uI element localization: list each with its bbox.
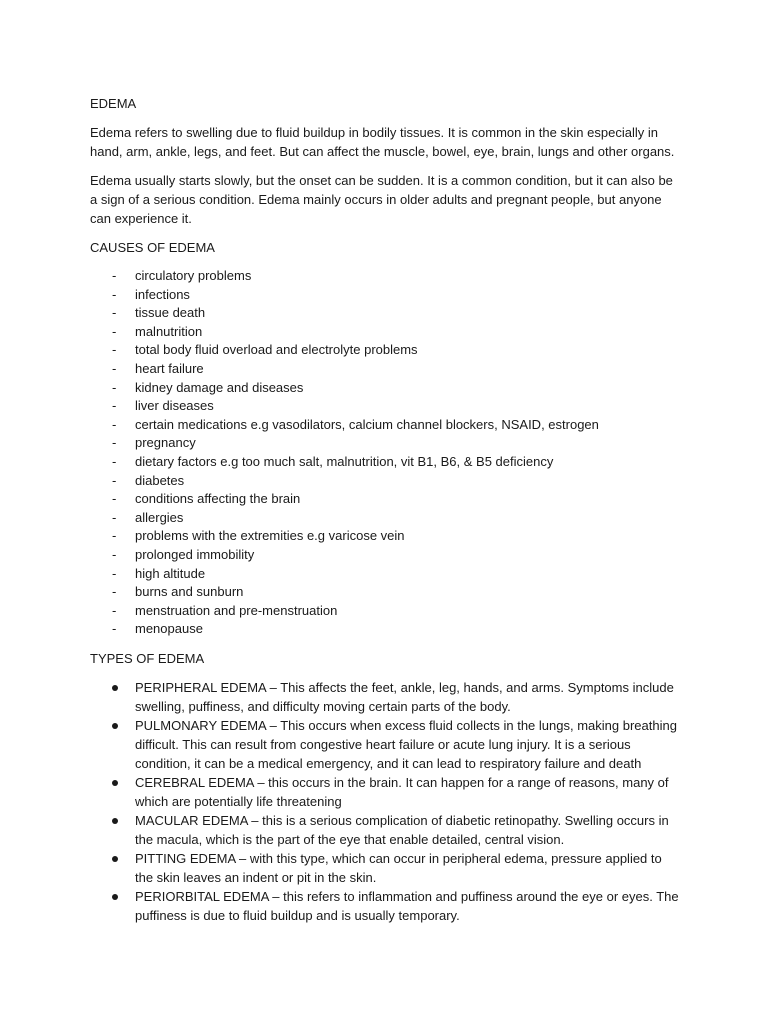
- cause-text: liver diseases: [135, 398, 214, 414]
- cause-list-item: [90, 490, 680, 509]
- type-list-item: [90, 811, 680, 849]
- dash-bullet-icon: -: [112, 491, 117, 507]
- type-text: CEREBRAL EDEMA – this occurs in the brain. It can happen for a range of reasons, many of which are potentially life threatening: [135, 774, 669, 809]
- type-text: MACULAR EDEMA – this is a serious complication of diabetic retinopathy. Swelling occurs in the macula, which is the part of the eye that enable detailed, central vision.: [135, 812, 669, 847]
- type-text: PITTING EDEMA – with this type, which can occur in peripheral edema, pressure applied to the skin leaves an indent or pit in the skin.: [135, 850, 662, 885]
- dash-bullet-icon: -: [112, 416, 117, 432]
- type-text: PULMONARY EDEMA – This occurs when excess fluid collects in the lungs, making breathing difficult. This can result from congestive heart failure or acute lung injury. It is a serious condition, it can be a medical emergency, and it can lead to respiratory failure and death: [135, 717, 677, 771]
- dash-bullet-icon: -: [112, 323, 117, 339]
- cause-text: menopause: [135, 621, 203, 637]
- cause-text: prolonged immobility: [135, 546, 255, 562]
- dash-bullet-icon: -: [112, 268, 117, 283]
- cause-list-item: [90, 565, 680, 584]
- dash-bullet-icon: -: [112, 621, 117, 637]
- dash-bullet-icon: -: [112, 453, 117, 469]
- dash-bullet-icon: -: [112, 342, 117, 358]
- dash-bullet-icon: -: [112, 509, 117, 525]
- type-text: PERIPHERAL EDEMA – This affects the feet, ankle, leg, hands, and arms. Symptoms include swelling, puffiness, and difficulty moving certain parts of the body.: [135, 679, 674, 714]
- bullet-icon: [112, 723, 118, 729]
- cause-list-item: [90, 546, 680, 565]
- bullet-icon: [112, 856, 118, 862]
- cause-text: malnutrition: [135, 323, 203, 339]
- cause-list-item: [90, 620, 680, 639]
- cause-list-item: [90, 267, 680, 286]
- types-heading: TYPES OF EDEMA: [90, 650, 205, 666]
- cause-list-item: [90, 397, 680, 416]
- cause-list-item: [90, 453, 680, 472]
- cause-list-item: [90, 379, 680, 398]
- cause-text: dietary factors e.g too much salt, malnutrition, vit B1, B6, & B5 deficiency: [135, 453, 554, 469]
- cause-list-item: [90, 509, 680, 528]
- bullet-icon: [112, 818, 118, 824]
- document-title: EDEMA: [90, 96, 137, 111]
- cause-text: kidney damage and diseases: [135, 379, 304, 395]
- cause-text: heart failure: [135, 360, 204, 376]
- type-list-item: [90, 716, 680, 773]
- dash-bullet-icon: -: [112, 360, 117, 376]
- types-list: [90, 678, 680, 925]
- cause-text: circulatory problems: [135, 268, 252, 283]
- dash-bullet-icon: -: [112, 546, 117, 562]
- dash-bullet-icon: -: [112, 584, 117, 600]
- cause-text: high altitude: [135, 565, 206, 581]
- dash-bullet-icon: -: [112, 379, 117, 395]
- cause-text: burns and sunburn: [135, 584, 244, 600]
- causes-heading: CAUSES OF EDEMA: [90, 240, 215, 255]
- cause-list-item: [90, 602, 680, 621]
- dash-bullet-icon: -: [112, 305, 117, 321]
- cause-list-item: [90, 416, 680, 435]
- intro-paragraph: Edema usually starts slowly, but the onset can be sudden. It is a common condition, but it can also be a sign of a serious condition. Edema mainly occurs in older adults and pregnant people, but anyone can experience it.: [90, 173, 673, 226]
- bullet-icon: [112, 894, 118, 900]
- dash-bullet-icon: -: [112, 528, 117, 544]
- type-list-item: [90, 849, 680, 887]
- cause-text: infections: [135, 286, 190, 302]
- document-page: [90, 94, 680, 925]
- cause-text: diabetes: [135, 472, 185, 488]
- bullet-icon: [112, 780, 118, 786]
- cause-text: problems with the extremities e.g varicose vein: [135, 528, 405, 544]
- type-list-item: [90, 678, 680, 716]
- cause-text: tissue death: [135, 305, 206, 321]
- dash-bullet-icon: -: [112, 286, 117, 302]
- cause-text: pregnancy: [135, 435, 196, 451]
- causes-list: [90, 267, 680, 639]
- type-text: PERIORBITAL EDEMA – this refers to inflammation and puffiness around the eye or eyes. The puffiness is due to fluid buildup and is usually temporary.: [135, 888, 679, 923]
- cause-list-item: [90, 472, 680, 491]
- cause-list-item: [90, 304, 680, 323]
- cause-list-item: [90, 341, 680, 360]
- bullet-icon: [112, 685, 118, 691]
- dash-bullet-icon: -: [112, 398, 117, 414]
- cause-text: conditions affecting the brain: [135, 491, 301, 507]
- cause-list-item: [90, 434, 680, 453]
- intro-paragraph: Edema refers to swelling due to fluid buildup in bodily tissues. It is common in the skin especially in hand, arm, ankle, legs, and feet. But can affect the muscle, bowel, eye, brain, lungs and other organs.: [90, 125, 675, 159]
- cause-text: total body fluid overload and electrolyte problems: [135, 342, 418, 358]
- cause-text: certain medications e.g vasodilators, calcium channel blockers, NSAID, estrogen: [135, 416, 599, 432]
- cause-text: allergies: [135, 509, 184, 525]
- dash-bullet-icon: -: [112, 565, 117, 581]
- dash-bullet-icon: -: [112, 472, 117, 488]
- cause-list-item: [90, 360, 680, 379]
- cause-list-item: [90, 286, 680, 305]
- cause-list-item: [90, 583, 680, 602]
- cause-list-item: [90, 323, 680, 342]
- cause-list-item: [90, 527, 680, 546]
- dash-bullet-icon: -: [112, 435, 117, 451]
- type-list-item: [90, 887, 680, 925]
- cause-text: menstruation and pre-menstruation: [135, 602, 338, 618]
- dash-bullet-icon: -: [112, 602, 117, 618]
- type-list-item: [90, 773, 680, 811]
